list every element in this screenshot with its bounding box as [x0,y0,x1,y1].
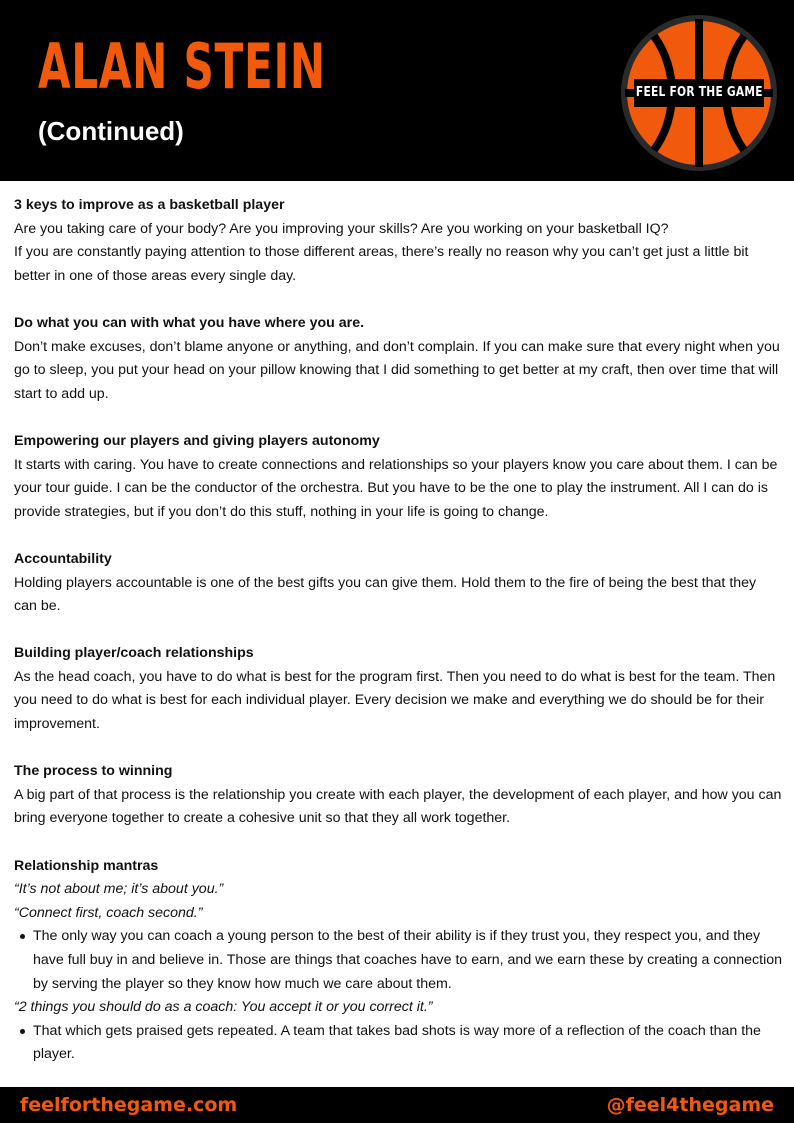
section-paragraph: As the head coach, you have to do what is best for the program first. Then you need to do what is best for the team. Then you need to do what is best for each individual player. Every decision we make and everything we do should be for their improvement. [14,668,776,733]
basketball-logo [620,14,778,172]
logo-text: FEEL FOR THE GAME [635,85,763,100]
section-paragraph: A big part of that process is the relationship you create with each player, the development of each player, and how you can bring everyone together to create a cohesive unit so that they all work together. [14,786,782,827]
section-player-coach-relationships [14,642,782,736]
bullet-item: That which gets praised gets repeated. A team that takes bad shots is way more of a reflection of the coach than the player. [33,1020,782,1067]
section-accountability [14,548,782,619]
section-paragraph: Don’t make excuses, don’t blame anyone or anything, and don’t complain. If you can make sure that every night when you go to sleep, you put your head on your pillow knowing that I did something to get better at my craft, then over time that will start to add up. [14,338,780,402]
section-heading: Relationship mantras [14,857,159,874]
section-heading: Do what you can with what you have where you are. [14,314,365,331]
mantra-quote: “It’s not about me; it’s about you.” [14,881,224,898]
section-relationship-mantras [14,855,782,1067]
page-title: ALAN STEIN [38,30,326,103]
bullet-item: The only way you can coach a young person to the best of their ability is if they trust you, they respect you, and they have full buy in and believe in. Those are things that coaches have to earn, and we earn these by creating a connection by serving the player so they know how much we care about them. [33,925,782,996]
social-handle-link[interactable]: @feel4thegame [606,1094,774,1116]
page-subtitle: (Continued) [38,116,184,146]
mantra-quote: “Connect first, coach second.” [14,904,203,921]
section-paragraph: Are you taking care of your body? Are you improving your skills? Are you working on your basketball IQ? [14,220,669,237]
article-body [14,194,782,1091]
page-header [0,0,794,181]
section-paragraph: It starts with caring. You have to create connections and relationships so your players know you care about them. I can be your tour guide. I can be the conductor of the orchestra. But you have to be the one to play the instrument. All I can do is provide strategies, but if you don’t do this stuff, nothing in your life is going to change. [14,456,778,520]
bullet-list [14,925,782,996]
section-empowering-players [14,430,782,524]
section-process-to-winning [14,760,782,831]
section-paragraph: Holding players accountable is one of the best gifts you can give them. Hold them to the fire of being the best that they can be. [14,574,757,615]
section-heading: Empowering our players and giving players autonomy [14,432,380,449]
page-footer [0,1087,794,1123]
bullet-list [14,1020,782,1067]
website-link[interactable]: feelforthegame.com [20,1094,238,1116]
section-paragraph: If you are constantly paying attention to those different areas, there’s really no reason why you can’t get just a little bit better in one of those areas every single day. [14,244,749,284]
section-heading: 3 keys to improve as a basketball player [14,197,285,213]
section-three-keys [14,194,782,288]
mantra-quote: “2 things you should do as a coach: You accept it or you correct it.” [14,999,433,1016]
section-heading: Building player/coach relationships [14,645,254,662]
section-heading: Accountability [14,550,112,567]
section-heading: The process to winning [14,763,173,780]
section-do-what-you-can [14,312,782,406]
